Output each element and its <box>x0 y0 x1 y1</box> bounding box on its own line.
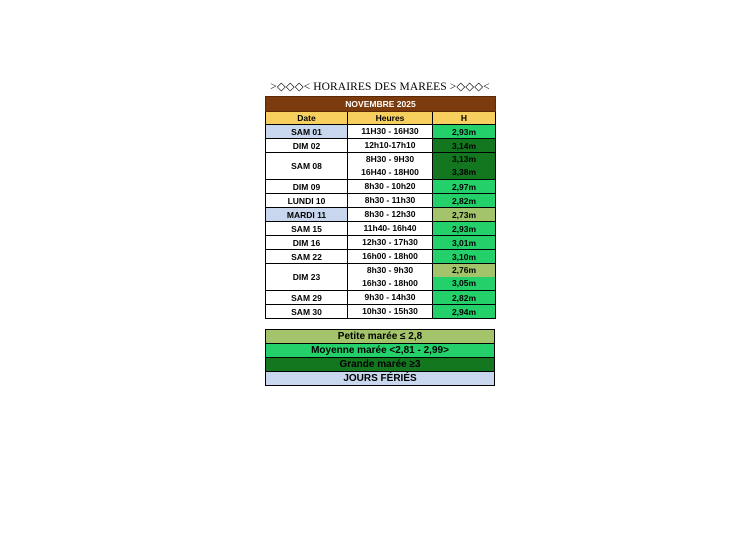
document-title: >◇◇◇< HORAIRES DES MAREES >◇◇◇< <box>270 81 490 93</box>
table-row <box>266 250 496 264</box>
time-range: 11H30 - 16H30 <box>361 126 419 136</box>
height-cell: 2,73m <box>433 208 496 222</box>
height-cell: 2,93m <box>433 222 496 236</box>
heures-cell <box>348 208 433 222</box>
time-range: 16H40 - 18H00 <box>361 167 419 177</box>
tide-schedule-table <box>265 96 496 319</box>
column-header-heures: Heures <box>348 112 433 125</box>
height-value: 3,38m <box>433 166 495 179</box>
date-cell: DIM 09 <box>266 180 348 194</box>
table-row <box>266 236 496 250</box>
time-range: 8h30 - 12h30 <box>364 209 416 219</box>
time-range: 16h00 - 18h00 <box>362 251 418 261</box>
height-cell: 2,94m <box>433 305 496 319</box>
heures-cell <box>348 264 433 291</box>
legend-table <box>265 329 495 386</box>
height-cell: 2,93m <box>433 125 496 139</box>
height-cell: 2,97m <box>433 180 496 194</box>
table-row <box>266 291 496 305</box>
date-cell: SAM 15 <box>266 222 348 236</box>
height-cell <box>433 153 496 180</box>
time-range: 9h30 - 14h30 <box>364 292 416 302</box>
time-range: 12h30 - 17h30 <box>362 237 418 247</box>
table-row <box>266 139 496 153</box>
table-row <box>266 305 496 319</box>
date-cell: DIM 16 <box>266 236 348 250</box>
heures-cell <box>348 139 433 153</box>
time-range: 8h30 - 11h30 <box>364 195 416 205</box>
date-cell: MARDI 11 <box>266 208 348 222</box>
time-range: 8h30 - 9h30 <box>366 265 414 275</box>
date-cell: SAM 29 <box>266 291 348 305</box>
height-value: 2,76m <box>433 264 495 277</box>
table-row <box>266 153 496 180</box>
height-cell: 2,82m <box>433 291 496 305</box>
time-range: 16h30 - 18h00 <box>362 278 418 288</box>
heures-cell <box>348 250 433 264</box>
legend-petite-maree: Petite marée ≤ 2,8 <box>266 330 495 344</box>
date-cell: SAM 30 <box>266 305 348 319</box>
heures-cell <box>348 236 433 250</box>
table-row <box>266 222 496 236</box>
table-row <box>266 194 496 208</box>
time-range: 11h40- 16h40 <box>363 223 417 233</box>
table-row <box>266 264 496 291</box>
month-header: NOVEMBRE 2025 <box>266 97 496 112</box>
height-cell: 3,01m <box>433 236 496 250</box>
date-cell: SAM 01 <box>266 125 348 139</box>
date-cell: LUNDI 10 <box>266 194 348 208</box>
heures-cell <box>348 125 433 139</box>
table-row <box>266 208 496 222</box>
time-range: 8h30 - 10h20 <box>364 181 416 191</box>
date-cell: DIM 02 <box>266 139 348 153</box>
time-range: 10h30 - 15h30 <box>362 306 418 316</box>
height-cell: 3,14m <box>433 139 496 153</box>
heures-cell <box>348 194 433 208</box>
time-range: 8H30 - 9H30 <box>365 154 415 164</box>
column-header-date: Date <box>266 112 348 125</box>
heures-cell <box>348 180 433 194</box>
column-header-h: H <box>433 112 496 125</box>
legend-moyenne-maree: Moyenne marée <2,81 - 2,99> <box>266 344 495 358</box>
heures-cell <box>348 222 433 236</box>
table-row <box>266 125 496 139</box>
legend-jours-feries: JOURS FÉRIÉS <box>266 372 495 386</box>
tide-rows <box>266 125 496 319</box>
legend-grande-maree: Grande marée ≥3 <box>266 358 495 372</box>
height-value: 3,13m <box>433 153 495 166</box>
date-cell: SAM 22 <box>266 250 348 264</box>
height-cell: 3,10m <box>433 250 496 264</box>
date-cell: DIM 23 <box>266 264 348 291</box>
table-row <box>266 180 496 194</box>
date-cell: SAM 08 <box>266 153 348 180</box>
time-range: 12h10-17h10 <box>364 140 416 150</box>
heures-cell <box>348 305 433 319</box>
heures-cell <box>348 291 433 305</box>
height-cell <box>433 264 496 291</box>
height-value: 3,05m <box>433 277 495 290</box>
height-cell: 2,82m <box>433 194 496 208</box>
heures-cell <box>348 153 433 180</box>
